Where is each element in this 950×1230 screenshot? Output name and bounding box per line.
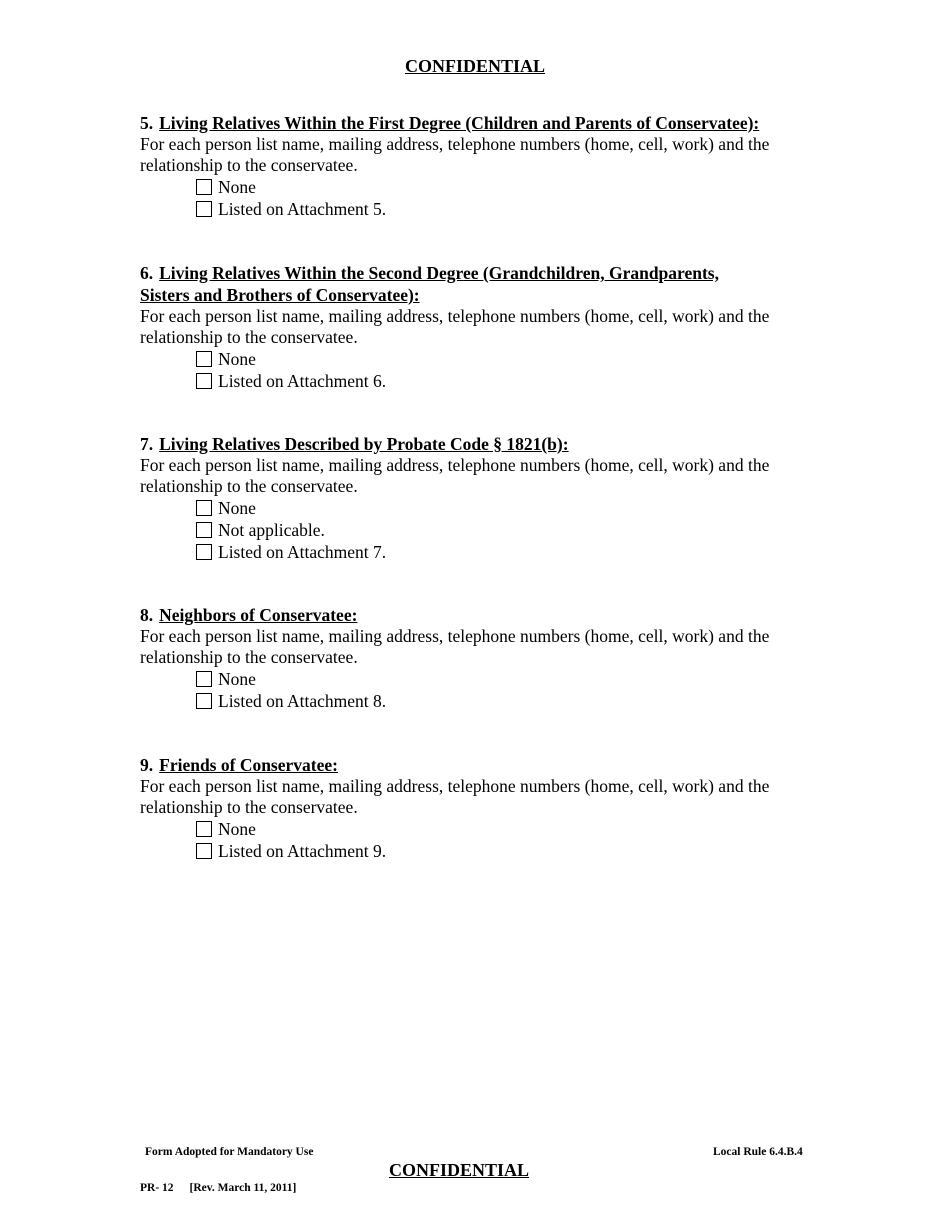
option-none[interactable] (196, 668, 820, 690)
checkbox[interactable] (196, 201, 212, 217)
option-none[interactable] (196, 348, 820, 370)
section-title (140, 604, 820, 626)
footer-form-number: PR- 12 (140, 1182, 174, 1194)
section-number: 8. (140, 605, 154, 625)
description-line: relationship to the conservatee. (140, 327, 358, 347)
description-line: For each person list name, mailing address, telephone numbers (home, cell, work) and the (140, 626, 770, 646)
section-description (140, 306, 820, 348)
option-attachment[interactable] (196, 198, 820, 220)
section-title-line: Neighbors of Conservatee: (159, 605, 358, 625)
section-title (140, 262, 820, 306)
description-line: relationship to the conservatee. (140, 797, 358, 817)
footer-local-rule: Local Rule 6.4.B.4 (713, 1146, 803, 1158)
section-title (140, 433, 820, 455)
checkbox[interactable] (196, 500, 212, 516)
section-5 (140, 112, 820, 220)
option-none[interactable] (196, 818, 820, 840)
option-label: None (218, 349, 256, 369)
checkbox[interactable] (196, 693, 212, 709)
description-line: For each person list name, mailing address, telephone numbers (home, cell, work) and the (140, 776, 770, 796)
checkbox[interactable] (196, 373, 212, 389)
option-label: Listed on Attachment 6. (218, 371, 387, 391)
option-label: None (218, 819, 256, 839)
option-label: None (218, 669, 256, 689)
section-title-line: Sisters and Brothers of Conservatee): (140, 285, 420, 305)
section-description (140, 776, 820, 818)
checkbox[interactable] (196, 843, 212, 859)
footer-revision: [Rev. March 11, 2011] (189, 1182, 297, 1194)
option-label: None (218, 177, 256, 197)
footer-form-id (140, 1182, 296, 1194)
section-number: 9. (140, 755, 154, 775)
description-line: For each person list name, mailing address, telephone numbers (home, cell, work) and the (140, 134, 770, 154)
section-description (140, 455, 820, 497)
section-title-line: Living Relatives Within the First Degree (Children and Parents of Conservatee): (159, 113, 760, 133)
section-title-line: Living Relatives Within the Second Degree (Grandchildren, Grandparents, (159, 263, 719, 283)
option-attachment[interactable] (196, 370, 820, 392)
description-line: For each person list name, mailing address, telephone numbers (home, cell, work) and the (140, 455, 770, 475)
description-line: relationship to the conservatee. (140, 647, 358, 667)
description-line: relationship to the conservatee. (140, 476, 358, 496)
description-line: relationship to the conservatee. (140, 155, 358, 175)
section-title-line: Friends of Conservatee: (159, 755, 338, 775)
section-9 (140, 754, 820, 862)
checkbox[interactable] (196, 544, 212, 560)
section-number: 7. (140, 434, 154, 454)
section-title (140, 112, 820, 134)
option-label: Listed on Attachment 5. (218, 199, 387, 219)
checkbox[interactable] (196, 522, 212, 538)
checkbox[interactable] (196, 179, 212, 195)
option-attachment[interactable] (196, 840, 820, 862)
checkbox[interactable] (196, 821, 212, 837)
checkbox[interactable] (196, 351, 212, 367)
option-none[interactable] (196, 497, 820, 519)
option-none[interactable] (196, 176, 820, 198)
section-description (140, 134, 820, 176)
option-label: Listed on Attachment 8. (218, 691, 387, 711)
checkbox[interactable] (196, 671, 212, 687)
option-label: Listed on Attachment 7. (218, 542, 387, 562)
footer-adopted-text: Form Adopted for Mandatory Use (145, 1146, 314, 1158)
option-attachment[interactable] (196, 541, 820, 563)
section-number: 6. (140, 263, 154, 283)
option-not-applicable[interactable] (196, 519, 820, 541)
section-8 (140, 604, 820, 712)
option-attachment[interactable] (196, 690, 820, 712)
section-description (140, 626, 820, 668)
section-title (140, 754, 820, 776)
description-line: For each person list name, mailing address, telephone numbers (home, cell, work) and the (140, 306, 770, 326)
page-header-title: CONFIDENTIAL (404, 56, 546, 76)
option-label: None (218, 498, 256, 518)
section-7 (140, 433, 820, 563)
option-label: Listed on Attachment 9. (218, 841, 387, 861)
option-label: Not applicable. (218, 520, 325, 540)
section-6 (140, 262, 820, 392)
section-title-line: Living Relatives Described by Probate Code § 1821(b): (159, 434, 569, 454)
footer-confidential: CONFIDENTIAL (389, 1160, 530, 1180)
section-number: 5. (140, 113, 154, 133)
